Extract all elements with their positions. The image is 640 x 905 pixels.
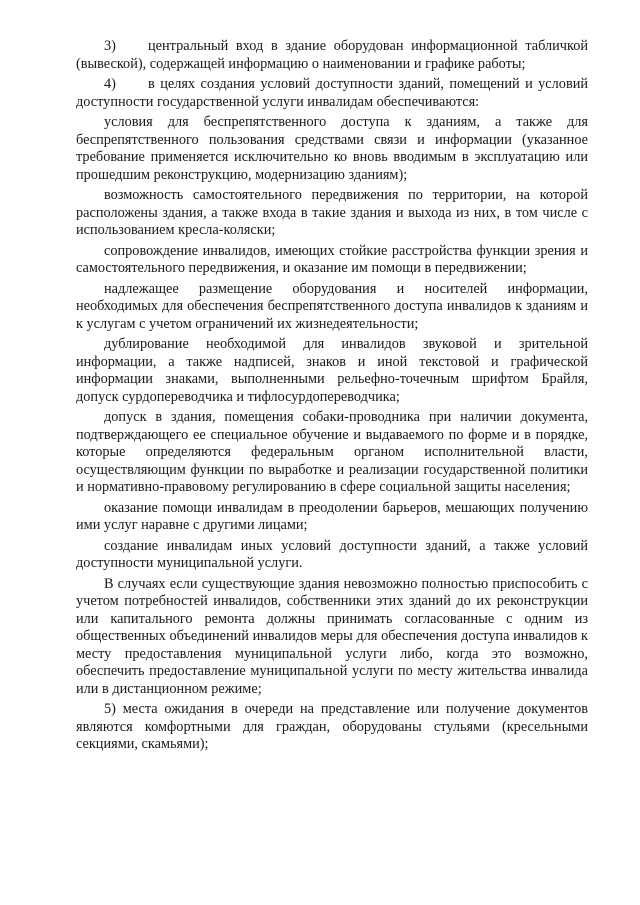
paragraph-text: В случаях если существующие здания невозможно полностью приспособить с учетом потребностей инвалидов, собственники этих зданий до их реконструкции или капитального ремонта должны принимать согласованные с одним из общественных объединений инвалидов меры для обеспечения доступа инвалидов к месту предоставления муниципальной услуги либо, когда это возможно, обеспечить предоставление муниципальной услуги по месту жительства инвалида или в дистанционном режиме; [76, 575, 588, 697]
item-number: 4) [104, 76, 116, 92]
paragraph [76, 409, 588, 497]
item-number: 3) [104, 38, 116, 54]
paragraph-text: центральный вход в здание оборудован информационной табличкой (вывеской), содержащей информацию о наименовании и графике работы; [76, 38, 588, 72]
paragraph-text: 5) места ожидания в очереди на представление или получение документов являются комфортными для граждан, оборудованы стульями (кресельными секциями, скамьями); [76, 701, 588, 752]
paragraph-text: создание инвалидам иных условий доступности зданий, а также условий доступности муниципальной услуги. [76, 537, 588, 571]
paragraph-text: сопровождение инвалидов, имеющих стойкие расстройства функции зрения и самостоятельного передвижения, и оказание им помощи в передвижении; [76, 242, 588, 276]
paragraph [76, 538, 588, 573]
paragraph-item-3 [76, 38, 588, 73]
paragraph [76, 500, 588, 535]
paragraph [76, 576, 588, 699]
document-body [76, 38, 588, 757]
paragraph-item-5 [76, 701, 588, 754]
paragraph-text: условия для беспрепятственного доступа к зданиям, а также для беспрепятственного пользования средствами связи и информации (указанное требование применяется исключительно ко вновь вводимым в эксплуатацию или прошедшим реконструкцию, модернизацию зданиям); [76, 114, 588, 183]
paragraph-text: надлежащее размещение оборудования и носителей информации, необходимых для обеспечения беспрепятственного доступа инвалидов к зданиям и к услугам с учетом ограничений их жизнедеятельности; [76, 280, 588, 332]
paragraph-text: дублирование необходимой для инвалидов звуковой и зрительной информации, а также надписей, знаков и иной текстовой и графической информации знаками, выполненными рельефно-точечным шрифтом Брайля, допуск сурдопереводчика и тифлосурдопереводчика; [76, 336, 588, 405]
paragraph-text: в целях создания условий доступности зданий, помещений и условий доступности государственной услуги инвалидам обеспечиваются: [76, 76, 588, 110]
paragraph [76, 336, 588, 406]
paragraph [76, 114, 588, 184]
paragraph-text: возможность самостоятельного передвижения по территории, на которой расположены здания, а также входа в такие здания и выхода из них, в том числе с использованием кресла-коляски; [76, 187, 588, 238]
paragraph [76, 281, 588, 334]
paragraph [76, 243, 588, 278]
paragraph [76, 187, 588, 240]
paragraph-text: допуск в здания, помещения собаки-проводника при наличии документа, подтверждающего ее специальное обучение и выдаваемого по форме и в порядке, которые определяются федеральным органом исполнительной власти, осуществляющим функции по выработке и реализации государственной политики и нормативно-правовому регулированию в сфере социальной защиты населения; [76, 409, 588, 495]
paragraph-item-4 [76, 76, 588, 111]
paragraph-text: оказание помощи инвалидам в преодолении барьеров, мешающих получению ими услуг наравне с другими лицами; [76, 499, 588, 533]
